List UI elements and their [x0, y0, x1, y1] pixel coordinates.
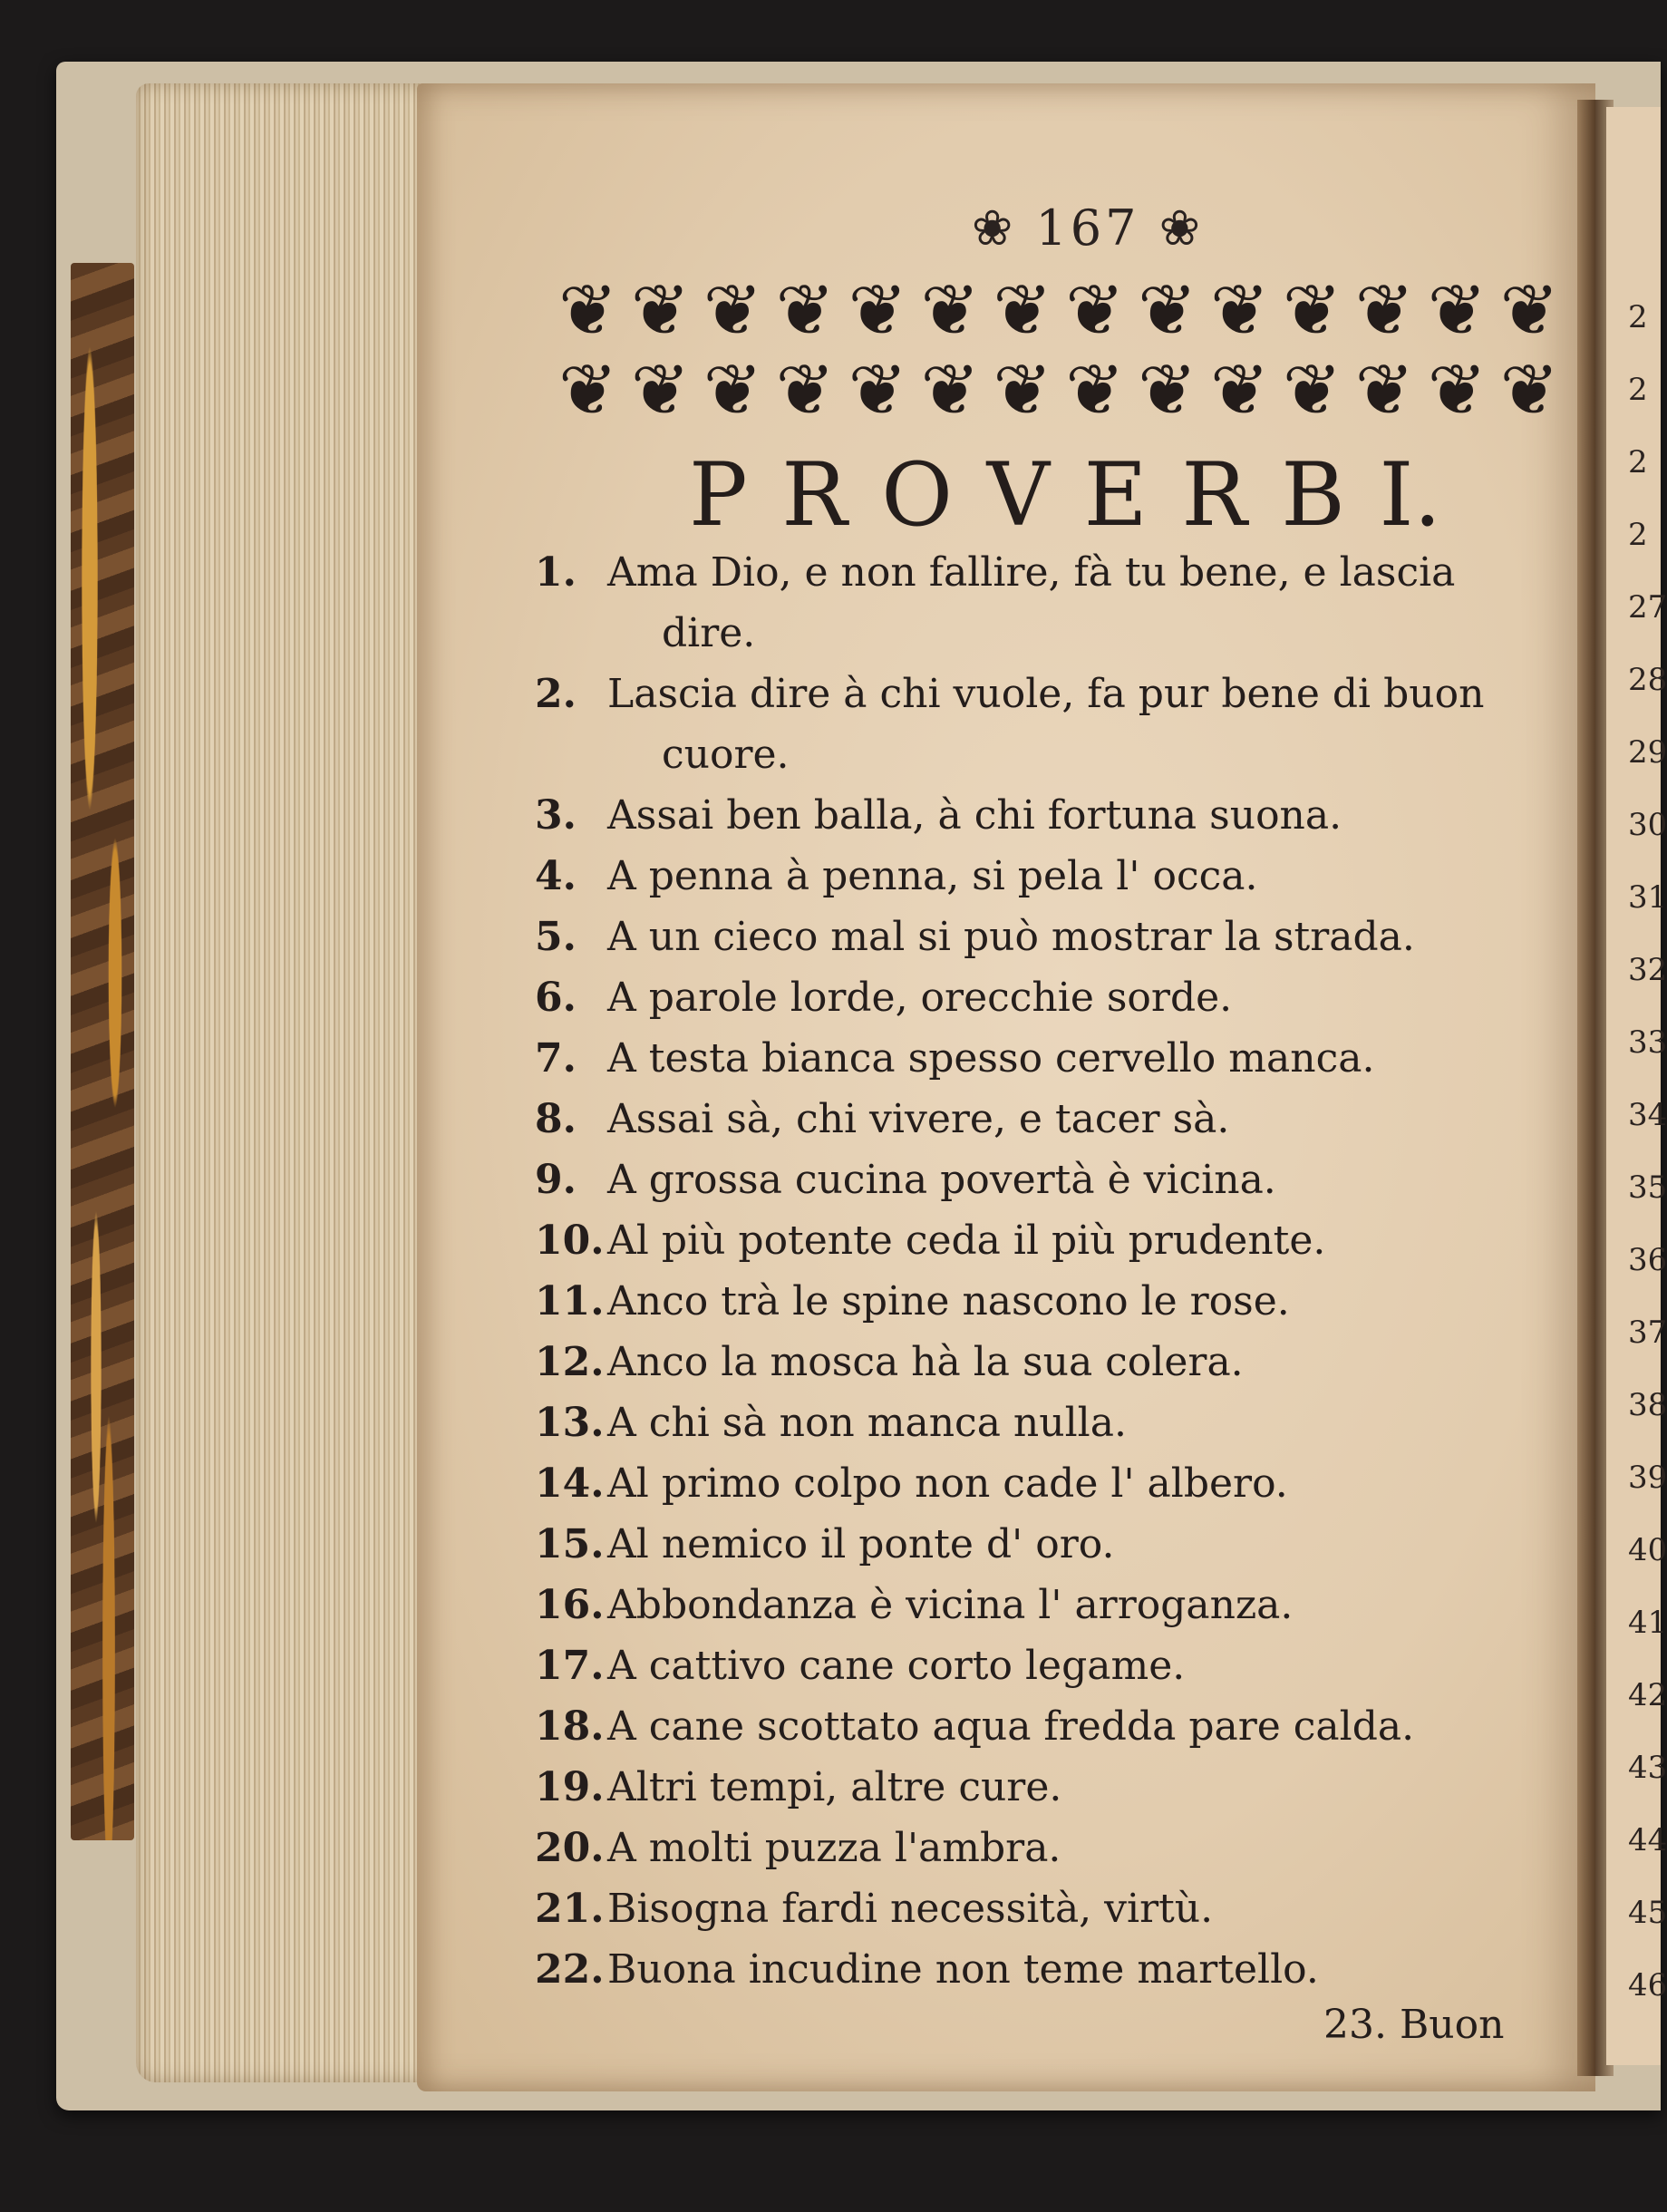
facing-line-number: 34	[1628, 1097, 1667, 1133]
title-letter: B	[1281, 444, 1345, 546]
facing-line-number: 40	[1628, 1532, 1667, 1568]
proverb-number: 6.	[535, 975, 577, 1021]
fleuron-icon: ❦	[1427, 350, 1488, 432]
proverb-number: 21.	[535, 1886, 605, 1932]
proverb-number: 3.	[535, 792, 577, 839]
proverb-text: Ama Dio, e non fallire, fà tu bene, e lascia	[607, 549, 1456, 596]
title-letter: R	[781, 444, 848, 546]
proverb-continuation: dire.	[662, 610, 756, 656]
proverb-entry	[535, 1878, 1559, 1939]
header-ornament-left-icon: ❀	[972, 199, 1017, 257]
facing-line-number: 31	[1628, 879, 1667, 916]
fleuron-icon: ❦	[1210, 270, 1270, 352]
proverb-number: 14.	[535, 1460, 605, 1507]
proverb-entry	[535, 1271, 1559, 1332]
fleuron-icon: ❦	[848, 270, 907, 352]
proverb-entry	[535, 1392, 1559, 1453]
proverb-entry	[535, 1575, 1559, 1635]
proverb-text: Assai ben balla, à chi fortuna suona.	[607, 792, 1342, 839]
fleuron-icon: ❦	[630, 350, 691, 432]
proverb-number: 20.	[535, 1825, 605, 1871]
proverb-text: Al più potente ceda il più prudente.	[607, 1218, 1326, 1264]
fleuron-icon: ❦	[1138, 350, 1197, 432]
proverb-entry	[535, 1635, 1559, 1696]
facing-line-number: 43	[1628, 1750, 1667, 1786]
facing-line-number: 36	[1628, 1242, 1667, 1278]
header-ornament-right-icon: ❀	[1158, 199, 1204, 257]
facing-line-number: 29	[1628, 734, 1667, 771]
page-edges	[136, 83, 435, 2082]
proverb-number: 10.	[535, 1218, 605, 1264]
proverb-text: Al primo colpo non cade l' albero.	[607, 1460, 1288, 1507]
proverb-number: 9.	[535, 1157, 577, 1203]
fleuron-icon: ❦	[848, 350, 907, 432]
proverb-text: A molti puzza l'ambra.	[607, 1825, 1061, 1871]
section-title	[689, 444, 1441, 546]
fleuron-icon: ❦	[630, 270, 691, 352]
fleuron-icon: ❦	[703, 270, 763, 352]
proverb-continuation: cuore.	[662, 732, 790, 778]
fleuron-icon: ❦	[775, 350, 836, 432]
proverb-number: 13.	[535, 1400, 605, 1446]
title-letter: R	[1181, 444, 1247, 546]
title-letter: P	[689, 444, 748, 546]
proverb-entry	[535, 542, 1559, 664]
proverb-entry	[535, 1818, 1559, 1878]
proverb-number: 4.	[535, 853, 577, 899]
proverb-text: A parole lorde, orecchie sorde.	[607, 975, 1233, 1021]
proverb-number: 15.	[535, 1521, 605, 1567]
fleuron-icon: ❦	[558, 270, 618, 352]
proverb-text: A testa bianca spesso cervello manca.	[607, 1035, 1375, 1082]
proverb-entry	[535, 785, 1559, 846]
facing-line-number: 30	[1628, 807, 1667, 843]
proverb-number: 17.	[535, 1643, 605, 1689]
proverb-text: Al nemico il ponte d' oro.	[607, 1521, 1115, 1567]
proverb-text: Anco trà le spine nascono le rose.	[607, 1278, 1290, 1324]
proverb-list	[535, 542, 1559, 2000]
proverb-entry	[535, 1453, 1559, 1514]
proverb-number: 22.	[535, 1946, 605, 1993]
proverb-number: 19.	[535, 1764, 605, 1810]
proverb-number: 2.	[535, 671, 577, 717]
proverb-text: Abbondanza è vicina l' arroganza.	[607, 1582, 1294, 1628]
proverb-number: 18.	[535, 1703, 605, 1750]
fleuron-icon: ❦	[775, 270, 836, 352]
proverb-number: 8.	[535, 1096, 577, 1142]
facing-line-number: 33	[1628, 1024, 1667, 1061]
facing-line-number: 41	[1628, 1605, 1667, 1641]
fleuron-icon: ❦	[703, 350, 763, 432]
proverb-entry	[535, 1939, 1559, 2000]
ornament-band-bottom	[558, 352, 1559, 430]
fleuron-icon: ❦	[1065, 270, 1125, 352]
fleuron-icon: ❦	[1499, 350, 1559, 432]
proverb-text: Buona incudine non teme martello.	[607, 1946, 1319, 1993]
facing-line-number: 28	[1628, 662, 1667, 698]
proverb-number: 5.	[535, 914, 577, 960]
facing-line-number: 2	[1628, 517, 1648, 553]
proverb-entry	[535, 664, 1559, 785]
proverb-entry	[535, 1028, 1559, 1089]
fleuron-icon: ❦	[1210, 350, 1270, 432]
title-letter: O	[881, 444, 953, 546]
facing-line-number: 2	[1628, 444, 1648, 480]
fleuron-icon: ❦	[1427, 270, 1488, 352]
proverb-text: A penna à penna, si pela l' occa.	[607, 853, 1258, 899]
facing-line-number: 38	[1628, 1387, 1667, 1423]
proverb-text: A chi sà non manca nulla.	[607, 1400, 1127, 1446]
facing-line-number: 32	[1628, 952, 1667, 988]
facing-line-number: 42	[1628, 1677, 1667, 1713]
facing-line-number: 2	[1628, 299, 1648, 335]
proverb-entry	[535, 1210, 1559, 1271]
fleuron-icon: ❦	[993, 270, 1052, 352]
fleuron-icon: ❦	[1354, 350, 1415, 432]
facing-line-number: 35	[1628, 1169, 1667, 1206]
proverb-number: 16.	[535, 1582, 605, 1628]
fleuron-icon: ❦	[1282, 270, 1342, 352]
proverb-number: 1.	[535, 549, 577, 596]
proverb-text: A cane scottato aqua fredda pare calda.	[607, 1703, 1415, 1750]
proverb-entry	[535, 907, 1559, 967]
facing-line-number: 2	[1628, 372, 1648, 408]
proverb-entry	[535, 1332, 1559, 1392]
proverb-text: A cattivo cane corto legame.	[607, 1643, 1186, 1689]
proverb-entry	[535, 1089, 1559, 1150]
proverb-text: Bisogna fardi necessità, virtù.	[607, 1886, 1214, 1932]
title-letter: I.	[1379, 444, 1441, 546]
ornament-band-top	[558, 272, 1559, 350]
proverb-text: Anco la mosca hà la sua colera.	[607, 1339, 1244, 1385]
fleuron-icon: ❦	[1354, 270, 1415, 352]
facing-line-number: 39	[1628, 1460, 1667, 1496]
fleuron-icon: ❦	[558, 350, 618, 432]
proverb-entry	[535, 967, 1559, 1028]
proverb-number: 12.	[535, 1339, 605, 1385]
proverb-entry	[535, 1696, 1559, 1757]
fleuron-icon: ❦	[1499, 270, 1559, 352]
catchword: 23. Buon	[1323, 2002, 1505, 2048]
marbled-cover-edge	[71, 263, 134, 1840]
fleuron-icon: ❦	[993, 350, 1052, 432]
proverb-entry	[535, 1757, 1559, 1818]
proverb-text: A grossa cucina povertà è vicina.	[607, 1157, 1276, 1203]
facing-line-number: 37	[1628, 1315, 1667, 1351]
fleuron-icon: ❦	[1282, 350, 1342, 432]
fleuron-icon: ❦	[920, 350, 980, 432]
proverb-entry	[535, 1514, 1559, 1575]
proverb-number: 7.	[535, 1035, 577, 1082]
title-letter: V	[986, 444, 1050, 546]
page-header	[906, 199, 1269, 257]
proverb-text: Altri tempi, altre cure.	[607, 1764, 1062, 1810]
facing-line-number: 45	[1628, 1895, 1667, 1931]
proverb-text: Assai sà, chi vivere, e tacer sà.	[607, 1096, 1230, 1142]
facing-line-number: 27	[1628, 589, 1667, 626]
proverb-entry	[535, 846, 1559, 907]
proverb-text: Lascia dire à chi vuole, fa pur bene di buon	[607, 671, 1485, 717]
page-number: 167	[1035, 199, 1140, 257]
fleuron-icon: ❦	[1065, 350, 1125, 432]
facing-line-number: 46	[1628, 1967, 1667, 2003]
fleuron-icon: ❦	[1138, 270, 1197, 352]
proverb-text: A un cieco mal si può mostrar la strada.	[607, 914, 1415, 960]
fleuron-icon: ❦	[920, 270, 980, 352]
proverb-entry	[535, 1150, 1559, 1210]
title-letter: E	[1083, 444, 1148, 546]
facing-line-number: 44	[1628, 1822, 1667, 1858]
proverb-number: 11.	[535, 1278, 605, 1324]
